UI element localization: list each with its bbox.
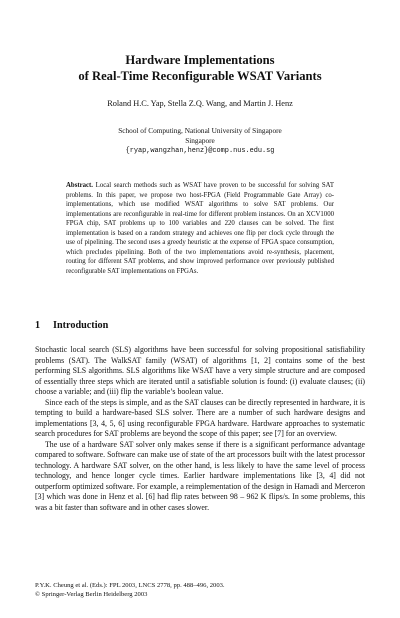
footer-citation: P.Y.K. Cheung et al. (Eds.): FPL 2003, LNCS 2778, pp. 488–496, 2003. — [35, 582, 225, 589]
section-heading — [35, 320, 365, 331]
abstract-label: Abstract. — [66, 182, 93, 189]
abstract — [66, 181, 334, 276]
paragraph-1: Stochastic local search (SLS) algorithms have been successful for solving propositional satisfiability problems (SAT). The WalkSAT family (WSAT) of algorithms [1, 2] contains some of the best performing SLS algorithms. SLS algorithms like WSAT have a very simple structure and are composed of essentially three steps which are iterated until a satisfiable solution is found: (i) evaluate clauses; (ii) choose a variable; and (iii) flip the variable’s boolean value. — [35, 345, 365, 396]
section-title: Introduction — [53, 320, 109, 331]
affiliation-line-1: School of Computing, National University of Singapore — [118, 126, 282, 135]
body-text — [35, 345, 365, 513]
paper-title — [30, 52, 370, 84]
author-list: Roland H.C. Yap, Stella Z.Q. Wang, and Martin J. Henz — [107, 99, 293, 108]
section-number: 1 — [35, 320, 41, 331]
footer-copyright: © Springer-Verlag Berlin Heidelberg 2003 — [35, 591, 148, 598]
paragraph-3: The use of a hardware SAT solver only makes sense if there is a significant performance advantage compared to software. Software can make use of state of the art processors built with the latest processor technology. A hardware SAT solver, on the other hand, is less likely to have the same level of process technology, and hence longer cycle times. Earlier hardware implementations like [3, 4] did not outperform optimized software. For example, a reimplementation of the design in Hamadi and Merceron [3] which was done in Henz et al. [6] had flip rates between 98 – 962 K flips/s. In some problems, this was a bit faster than software and in other cases slower. — [35, 439, 365, 512]
title-line-1: Hardware Implementations — [125, 53, 275, 67]
paragraph-2: Since each of the steps is simple, and as the SAT clauses can be directly represented in hardware, it is tempting to build a hardware-based SLS solver. There are a number of such hardware designs and implementations [3, 4, 5, 6] using reconfigurable FPGA hardware. Hardware approaches to systematic search procedures for SAT problems are beyond the scope of this paper; see [7] for an overview. — [35, 397, 365, 438]
author-email: {ryap,wangzhan,henz}@comp.nus.edu.sg — [125, 147, 275, 155]
abstract-text: Local search methods such as WSAT have proven to be successful for solving SAT problems. In this paper, we propose two host-FPGA (Field Programmable Gate Array) co-implementations, which use modified WSAT algorithms to solve SAT problems. Our implementations are reconfigurable in real-time for different problem instances. On an XCV1000 FPGA chip, SAT problems up to 100 variables and 220 clauses can be solved. The first implementation is based on a random strategy and achieves one flip per clock cycle through the use of pipelining. The second uses a greedy heuristic at the expense of FPGA space consumption, which precludes pipelining. Both of the two implementations avoid re-synthesis, placement, routing for different SAT problems, and show improved performance over previously published reconfigurable SAT implementations on FPGAs. — [66, 182, 334, 275]
affiliation — [30, 126, 370, 156]
affiliation-line-2: Singapore — [185, 136, 215, 145]
title-line-2: of Real-Time Reconfigurable WSAT Variants — [78, 69, 322, 83]
page-footer — [35, 581, 365, 599]
